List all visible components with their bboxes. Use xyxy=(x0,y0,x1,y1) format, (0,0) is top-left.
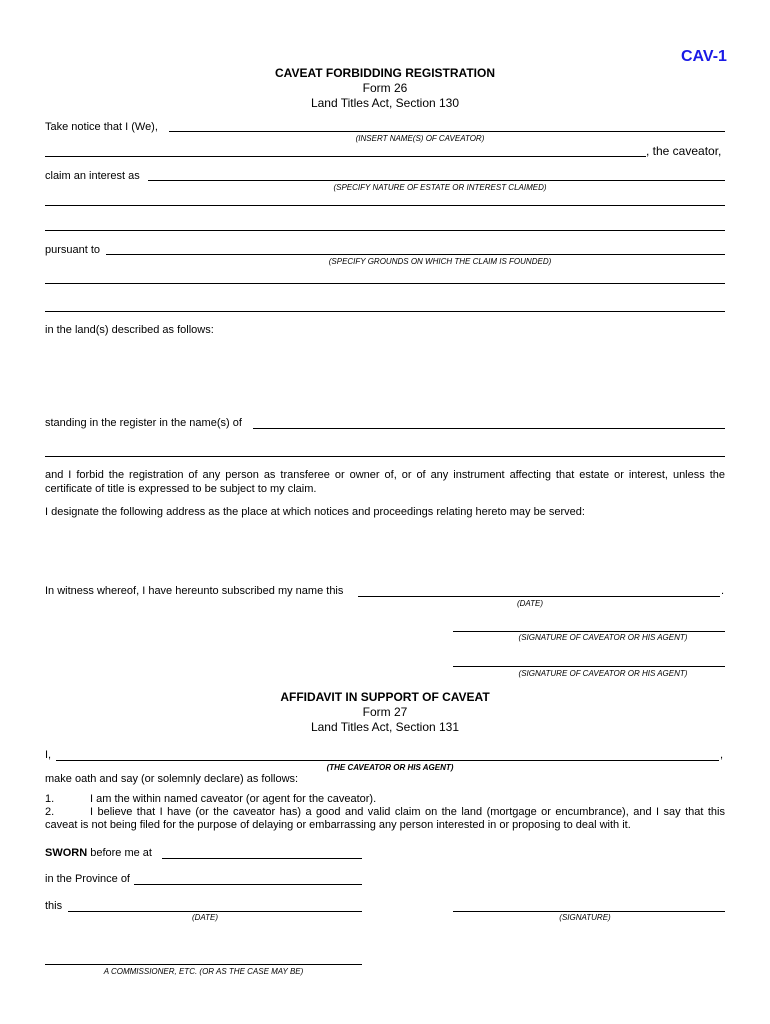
caveat-form-number: Form 26 xyxy=(362,81,408,95)
specify-grounds-caption: (SPECIFY GROUNDS ON WHICH THE CLAIM IS FOUNDED) xyxy=(328,257,552,266)
caveator-name-line-2[interactable] xyxy=(45,156,646,157)
item-2-text-continued: caveat is not being filed for the purpose of delaying or embarrassing any person interested in or proposing to deal with it. xyxy=(45,819,631,831)
interest-line-1[interactable] xyxy=(148,180,725,181)
sworn-date-caption: (DATE) xyxy=(191,913,219,922)
witness-date-caption: (DATE) xyxy=(516,599,544,608)
affiant-signature-line[interactable] xyxy=(453,911,725,912)
standing-register-label: standing in the register in the name(s) of xyxy=(45,417,242,429)
commissioner-line[interactable] xyxy=(45,964,362,965)
caveat-title: CAVEAT FORBIDDING REGISTRATION xyxy=(275,66,495,80)
sworn-location-line[interactable] xyxy=(162,858,362,859)
signature-line-1[interactable] xyxy=(453,631,725,632)
commissioner-caption: A COMMISSIONER, ETC. (OR AS THE CASE MAY BE) xyxy=(103,967,304,976)
province-line[interactable] xyxy=(134,884,362,885)
pursuant-to-label: pursuant to xyxy=(45,244,101,256)
forbid-paragraph: and I forbid the registration of any person as transferee or owner of, or of any instrument affecting that estate or interest, unless the certificate of title is expressed to be subject to my claim. xyxy=(45,469,725,495)
form-id: CAV-1 xyxy=(681,48,727,65)
affiant-signature-caption: (SIGNATURE) xyxy=(559,913,611,922)
caveator-name-line-1[interactable] xyxy=(169,131,725,132)
register-name-line-1[interactable] xyxy=(253,428,725,429)
witness-date-line[interactable] xyxy=(358,596,720,597)
grounds-line-1[interactable] xyxy=(106,254,725,255)
affiant-comma: , xyxy=(720,749,724,761)
province-label: in the Province of xyxy=(45,873,130,885)
caveat-act-section: Land Titles Act, Section 130 xyxy=(310,96,460,110)
specify-nature-caption: (SPECIFY NATURE OF ESTATE OR INTEREST CLAIMED) xyxy=(333,183,547,192)
interest-line-2[interactable] xyxy=(45,205,725,206)
affiant-name-line[interactable] xyxy=(56,760,719,761)
make-oath-label: make oath and say (or solemnly declare) as follows: xyxy=(45,773,299,785)
item-1-number: 1. xyxy=(45,793,55,805)
signature-line-2[interactable] xyxy=(453,666,725,667)
interest-line-3[interactable] xyxy=(45,230,725,231)
item-2-number: 2. xyxy=(45,806,55,818)
claim-interest-label: claim an interest as xyxy=(45,170,140,182)
sworn-rest: before me at xyxy=(87,847,152,859)
caveator-agent-caption: (THE CAVEATOR OR HIS AGENT) xyxy=(326,763,454,772)
witness-label: In witness whereof, I have hereunto subscribed my name this xyxy=(45,585,344,597)
register-name-line-2[interactable] xyxy=(45,456,725,457)
this-label: this xyxy=(45,900,63,912)
sworn-bold: SWORN xyxy=(45,847,88,859)
designate-address-label: I designate the following address as the place at which notices and proceedings relating hereto may be served: xyxy=(45,506,585,518)
lands-described-label: in the land(s) described as follows: xyxy=(45,324,214,336)
sworn-date-line[interactable] xyxy=(68,911,362,912)
item-1-text: I am the within named caveator (or agent for the caveator). xyxy=(90,793,377,805)
i-label: I, xyxy=(45,749,52,761)
affidavit-title: AFFIDAVIT IN SUPPORT OF CAVEAT xyxy=(280,690,490,704)
item-2-text: I believe that I have (or the caveator has) a good and valid claim on the land (mortgage or encumbrance), and I say that this xyxy=(90,806,725,818)
grounds-line-2[interactable] xyxy=(45,283,725,284)
affidavit-form-number: Form 27 xyxy=(362,705,408,719)
signature-caption-2: (SIGNATURE OF CAVEATOR OR HIS AGENT) xyxy=(518,669,688,678)
signature-caption-1: (SIGNATURE OF CAVEATOR OR HIS AGENT) xyxy=(518,633,688,642)
the-caveator-label: , the caveator, xyxy=(646,144,722,158)
take-notice-label: Take notice that I (We), xyxy=(45,121,158,133)
witness-period: . xyxy=(721,585,725,597)
grounds-line-3[interactable] xyxy=(45,311,725,312)
insert-names-caption: (INSERT NAME(S) OF CAVEATOR) xyxy=(355,134,485,143)
sworn-label xyxy=(45,847,152,860)
affidavit-act-section: Land Titles Act, Section 131 xyxy=(310,720,460,734)
